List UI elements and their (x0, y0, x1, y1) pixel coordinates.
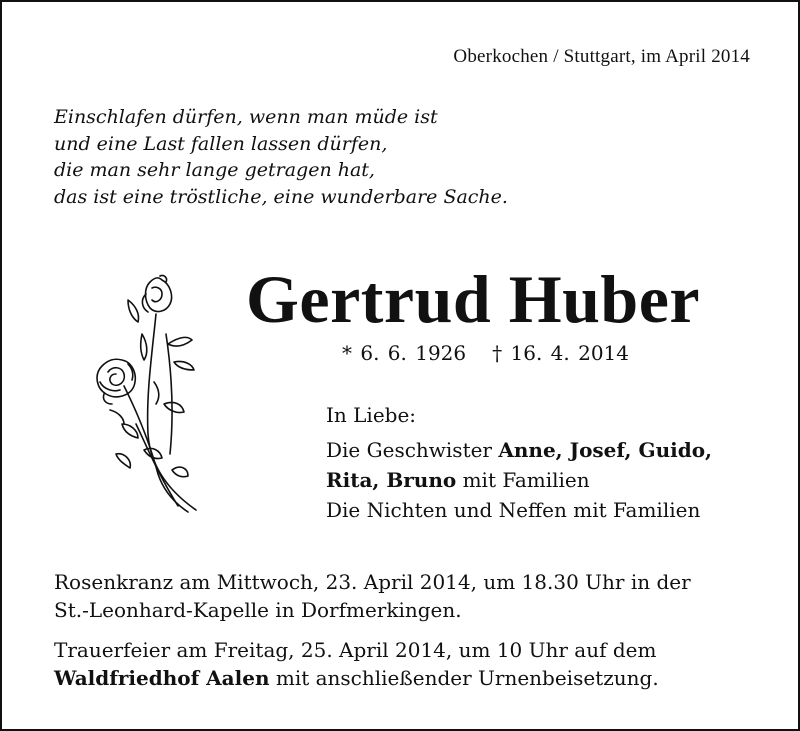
in-love-label: In Liebe: (326, 403, 417, 427)
place-date: Oberkochen / Stuttgart, im April 2014 (453, 46, 750, 67)
deceased-name: Gertrud Huber (246, 261, 701, 337)
sibling-names: Anne, Josef, Guido, (498, 438, 712, 462)
mourners-block (326, 400, 712, 525)
mourners-line: Die Nichten und Neffen mit Familien (326, 498, 701, 522)
funeral-text: mit anschließender Urnenbeisetzung. (269, 666, 659, 690)
cemetery-name: Waldfriedhof Aalen (54, 666, 270, 690)
mourners-line (326, 435, 712, 465)
mourners-text: Die Geschwister (326, 438, 499, 462)
poem-line: die man sehr lange getragen hat, (54, 159, 375, 181)
services-info (54, 568, 754, 692)
birth-date: * 6. 6. 1926 (342, 341, 467, 365)
funeral-line (54, 664, 754, 692)
mourners-line (326, 465, 712, 495)
death-date: † 16. 4. 2014 (492, 341, 629, 365)
life-dates (342, 341, 629, 365)
mourners-text: mit Familien (456, 468, 590, 492)
poem-line: und eine Last fallen lassen dürfen, (54, 132, 388, 155)
poem (54, 104, 508, 210)
sibling-names: Rita, Bruno (326, 468, 457, 492)
rosary-line: St.-Leonhard-Kapelle in Dorfmerkingen. (54, 598, 462, 622)
poem-line: Einschlafen dürfen, wenn man müde ist (54, 106, 438, 128)
rosary-line: Rosenkranz am Mittwoch, 23. April 2014, um 18.30 Uhr in der (54, 570, 691, 594)
rose-icon (88, 274, 206, 516)
funeral-line: Trauerfeier am Freitag, 25. April 2014, um 10 Uhr auf dem (54, 638, 657, 662)
poem-line: das ist eine tröstliche, eine wunderbare Sache. (54, 185, 508, 208)
